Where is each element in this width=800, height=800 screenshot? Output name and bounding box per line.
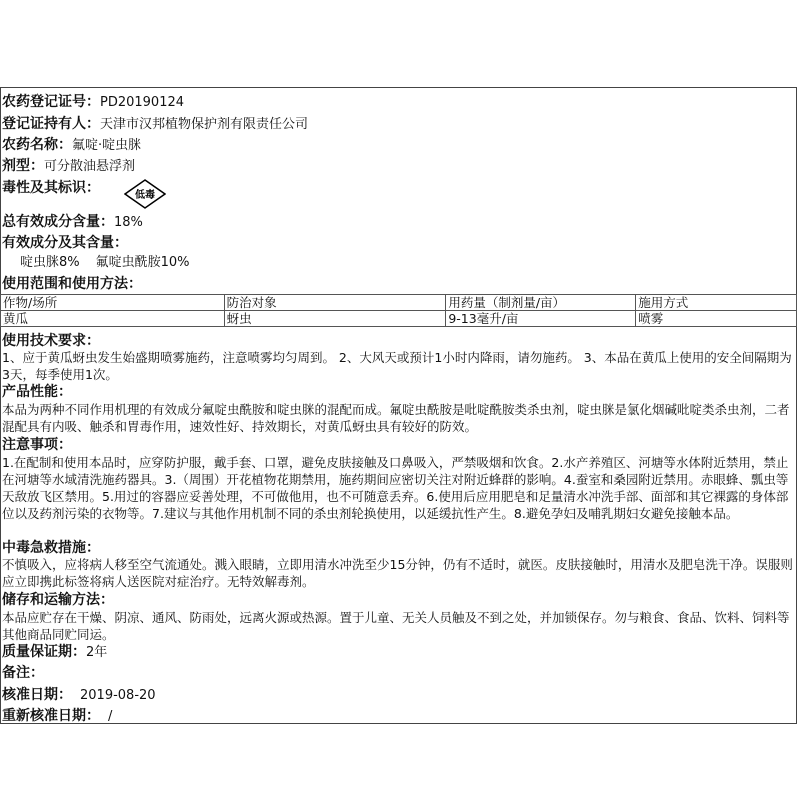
storage-label: 储存和运输方法： [2,592,114,608]
table-header-cell: 防治对象 [224,295,446,311]
pesticide-name-row [2,134,141,156]
registration-number-row [2,91,184,113]
table-cell: 9-13毫升/亩 [446,311,636,327]
performance-text: 本品为两种不同作用机理的有效成分氟啶虫酰胺和啶虫脒的混配而成。氟啶虫酰胺是吡啶酰胺类杀虫剂，啶虫脒是氯化烟碱吡啶类杀虫剂，二者混配具有内吸、触杀和胃毒作用，速效性好、持效期长，对黄瓜蚜虫具有较好的防效。 [2,402,790,434]
toxicity-row [2,177,100,199]
performance-label: 产品性能： [2,384,72,400]
table-cell: 黄瓜 [1,311,225,327]
first-aid-text: 不慎吸入，应将病人移至空气流通处。溅入眼睛，立即用清水冲洗至少15分钟，仍有不适时，就医。皮肤接触时，用清水及肥皂洗干净。误服则应立即携此标签将病人送医院对症治疗。无特效解毒剂。 [2,557,793,589]
table-header-cell: 施用方式 [636,295,797,311]
total-content-label: 总有效成分含量： [2,214,114,230]
approval-date-label: 核准日期： [2,687,72,703]
registrant-value: 天津市汉邦植物保护剂有限责任公司 [100,117,309,132]
registrant-row [2,113,308,135]
pesticide-name-value: 氟啶·啶虫脒 [72,138,142,153]
toxicity-label: 毒性及其标识： [2,180,100,196]
reapproval-date-row [2,705,112,727]
formulation-value: 可分散油悬浮剂 [44,159,136,174]
table-cell: 喷雾 [636,311,797,327]
usage-label: 使用范围和使用方法： [2,276,142,292]
toxicity-mark-text: 低毒 [135,190,155,201]
usage-section-title [2,273,142,295]
formulation-label: 剂型： [2,158,44,174]
tech-requirements-label: 使用技术要求： [2,333,100,349]
ingredients-label: 有效成分及其含量： [2,235,128,251]
reapproval-date-label: 重新核准日期： [2,708,100,724]
performance-title [2,381,72,403]
remarks-row [2,662,44,684]
first-aid-label: 中毒急救措施： [2,540,100,556]
tech-requirements-text: 1、应于黄瓜蚜虫发生始盛期喷雾施药，注意喷雾均匀周到。 2、大风天或预计1小时内降雨，请勿施药。 3、本品在黄瓜上使用的安全间隔期为3天，每季使用1次。 [2,350,792,382]
registration-number-value: PD20190124 [100,95,185,110]
registration-number-label: 农药登记证号： [2,94,100,110]
total-content-row [2,211,143,233]
storage-text: 本品应贮存在干燥、阴凉、通风、防雨处，远离火源或热源。置于儿童、无关人员触及不到之处，并加锁保存。勿与粮食、食品、饮料、饲料等其他商品同贮同运。 [2,610,790,642]
ingredient-item: 啶虫脒8% [20,255,80,270]
registrant-label: 登记证持有人： [2,116,100,132]
table-row [1,311,797,327]
notes-label: 注意事项： [2,437,72,453]
low-toxicity-diamond-icon [124,179,166,209]
table-header-cell: 用药量（制剂量/亩） [446,295,636,311]
ingredient-item: 氟啶虫酰胺10% [95,255,190,270]
ingredients-row [2,232,128,254]
remarks-label: 备注： [2,665,44,681]
pesticide-name-label: 农药名称： [2,137,72,153]
approval-date-row [2,684,156,706]
shelf-life-label: 质量保证期： [2,644,86,660]
notes-title [2,434,72,456]
table-header-cell: 作物/场所 [1,295,225,311]
ingredients-values [20,252,190,274]
reapproval-date-value: / [108,709,113,724]
formulation-row [2,155,135,177]
shelf-life-row [2,641,107,663]
notes-text: 1.在配制和使用本品时，应穿防护服，戴手套、口罩，避免皮肤接触及口鼻吸入，严禁吸烟和饮食。2.水产养殖区、河塘等水体附近禁用，禁止在河塘等水域清洗施药器具。3.（周围）开花植物花期禁用，施药期间应密切关注对附近蜂群的影响。4.蚕室和桑园附近禁用。赤眼蜂、瓢虫等天敌放飞区禁用。5.用过的容器应妥善处理，不可做他用，也不可随意丢弃。6.使用后应用肥皂和足量清水冲洗手部、面部和其它裸露的身体部位以及药剂污染的衣物等。7.建议与其他作用机制不同的杀虫剂轮换使用，以延缓抗性产生。8.避免孕妇及哺乳期妇女避免接触本品。 [2,455,789,521]
approval-date-value: 2019-08-20 [80,688,156,703]
table-header-row [1,295,797,311]
table-cell: 蚜虫 [224,311,446,327]
usage-table [0,294,797,327]
shelf-life-value: 2年 [86,645,108,660]
total-content-value: 18% [114,215,143,230]
storage-title [2,589,114,611]
